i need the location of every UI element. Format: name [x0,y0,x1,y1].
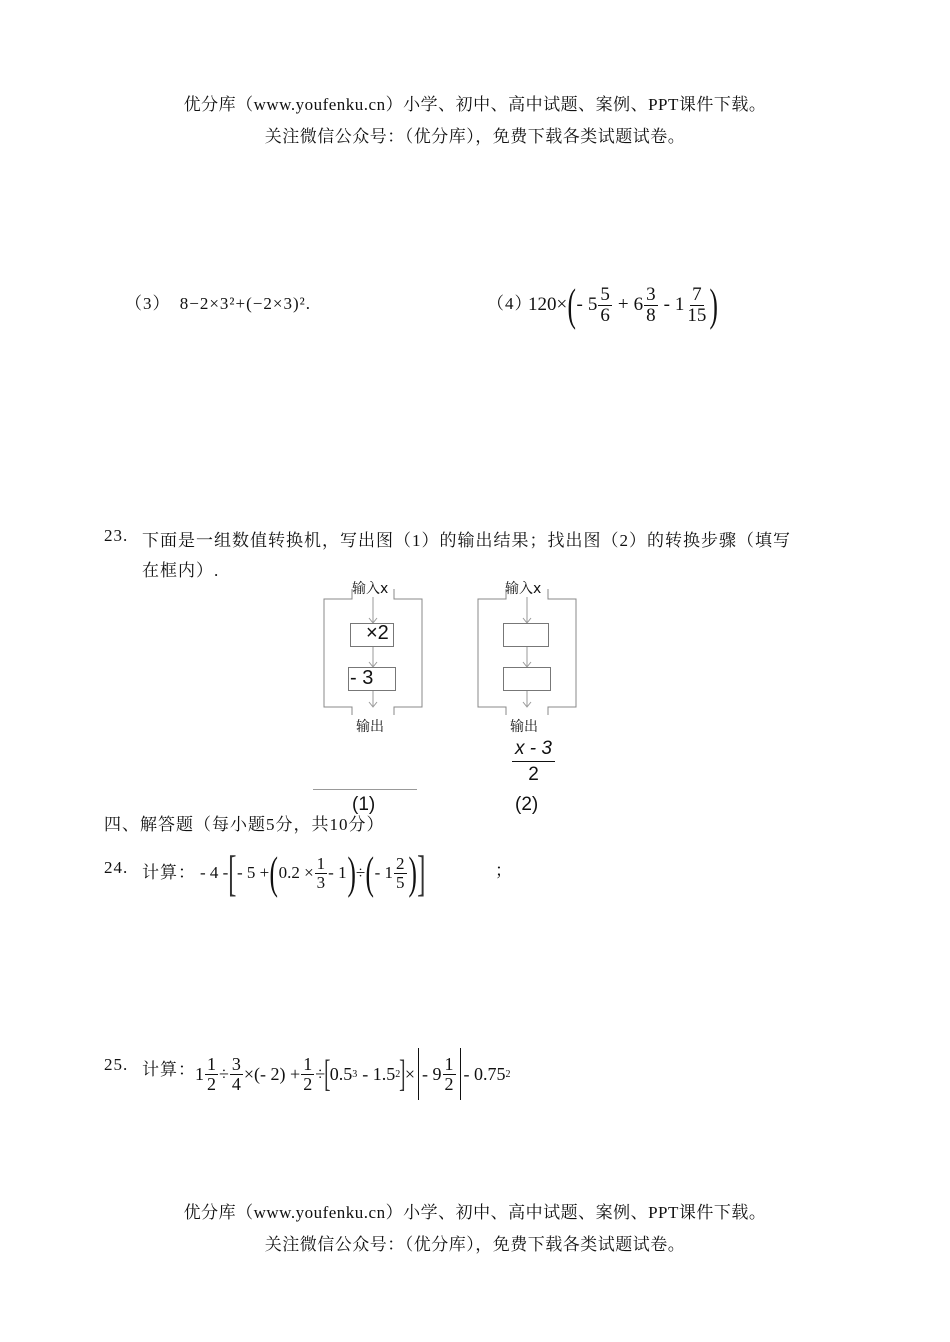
q23-number: 23. [104,526,129,545]
p4-op2: + [617,294,629,315]
p4-t1-fraction [598,285,612,326]
q25-n1: 1 [207,1053,216,1074]
figure-2-result-den: 2 [528,763,539,785]
left-paren: ( [269,847,279,898]
q24-g: - 1 [374,863,393,882]
q24-f-den: 3 [316,872,326,892]
figure-1-input: 输入x [352,581,389,597]
q25-number: 25. [104,1055,129,1074]
q25-fraction-2 [230,1055,243,1094]
right-bracket: ] [416,845,426,901]
figure-2-step2-box[interactable] [503,667,551,691]
figure-1-step1: ×2 [366,622,389,644]
q25-d2: 4 [231,1073,241,1094]
footer-line-1: 优分库（www.youfenku.cn）小学、初中、高中试题、案例、PPT课件下载。 [183,1203,767,1222]
q24-a: - 4 - [200,863,229,882]
q25-m1: ×(- 2) + [243,1063,301,1084]
p4-t1-sign: - [576,294,583,315]
q22-part3-label: （3） [125,294,171,313]
q25-b-be: 2 [395,1068,401,1080]
q25-n3: 1 [303,1053,313,1074]
header-line-2: 关注微信公众号：（优分库），免费下载各类试题试卷。 [264,127,686,146]
p4-t1-num: 5 [600,283,610,305]
q24-expression [200,845,426,901]
p4-t1-den: 6 [600,304,610,326]
figure-2-result [512,738,555,787]
q25-b-ae: 3 [352,1068,358,1080]
figure-1-answer-line [313,789,417,790]
q25-b-a: 0.5 [329,1063,353,1084]
q22-part3 [125,289,311,314]
q24-fraction-1 [315,855,328,892]
q25-d3: 2 [303,1073,313,1094]
section-4-title: 四、解答题（每小题5分，共10分） [104,815,385,834]
left-bracket: [ [324,1053,331,1095]
right-bracket: ] [399,1053,406,1095]
p4-t1-whole: 5 [587,294,598,315]
q25-div1: ÷ [219,1063,229,1084]
q24-div: ÷ [355,863,366,882]
q25-w1: 1 [195,1063,204,1084]
q23-text-line2: 在框内）. [142,561,220,580]
q25-times: × [404,1063,416,1084]
figure-2-caption: (2) [515,794,539,815]
right-paren: ) [709,279,719,330]
p4-t3-den: 15 [687,304,707,326]
q25-div2: ÷ [315,1063,326,1084]
figure-2-output: 输出 [510,719,538,735]
p4-times: × [556,294,568,315]
q25-abs-w: - 9 [422,1063,442,1084]
q24-c: 0.2 × [278,863,314,882]
left-paren: ( [567,279,577,330]
right-paren: ) [347,847,356,898]
q22-part3-expression: 8−2×3²+(−2×3)². [179,294,311,313]
abs-bar-left [418,1048,419,1100]
q25-fraction-4 [443,1055,456,1094]
figure-1-output: 输出 [356,719,384,735]
q25-label: 计算： [142,1060,196,1079]
q25-d4: 2 [444,1073,454,1094]
header-line-1: 优分库（www.youfenku.cn）小学、初中、高中试题、案例、PPT课件下载。 [183,95,767,114]
q25-n4: 1 [444,1053,454,1074]
p4-t2-num: 3 [646,283,656,305]
p4-coef: 120 [528,294,557,315]
q25-tail-e: 2 [505,1068,511,1080]
q25-b-op: - 1.5 [362,1063,396,1084]
left-bracket: [ [228,845,237,901]
q24-g-num: 2 [396,853,405,873]
abs-bar-right [460,1048,461,1100]
q25-fraction-3 [301,1055,314,1094]
p4-t2-whole: 6 [633,294,644,315]
q24-fraction-2 [394,855,407,892]
q23-text-line1: 下面是一组数值转换机，写出图（1）的输出结果；找出图（2）的转换步骤（填写 [142,531,791,550]
p4-t2-den: 8 [646,304,656,326]
q24-f-num: 1 [316,853,326,873]
q25-fraction-1 [205,1055,218,1094]
footer-line-2: 关注微信公众号：（优分库），免费下载各类试题试卷。 [264,1235,686,1254]
p4-op3: - [663,294,670,315]
figure-2-input: 输入x [505,581,542,597]
q24-d: - 1 [328,863,347,882]
p4-t3-fraction [685,285,708,326]
figure-2-result-num: x - 3 [512,738,555,762]
q24-number: 24. [104,858,129,877]
figure-1-caption: (1) [352,794,376,815]
q22-part4-label: （4） [487,294,533,313]
q25-expression [195,1048,511,1100]
p4-t3-whole: 1 [674,294,685,315]
q25-tail: - 0.75 [463,1063,506,1084]
q24-tail: ； [495,861,513,880]
q24-g-den: 5 [396,872,405,892]
figure-1-step2: - 3 [350,667,374,689]
p4-t2-fraction [644,285,658,326]
q25-d1: 2 [207,1073,216,1094]
q24-b: - 5 + [236,863,270,882]
p4-t3-num: 7 [692,283,702,305]
q22-part4-expression [528,279,719,330]
q25-n2: 3 [231,1053,241,1074]
right-paren-2: ) [407,847,417,898]
figure-2-step1-box[interactable] [503,623,549,647]
left-paren-2: ( [365,847,375,898]
q24-label: 计算： [142,863,196,882]
